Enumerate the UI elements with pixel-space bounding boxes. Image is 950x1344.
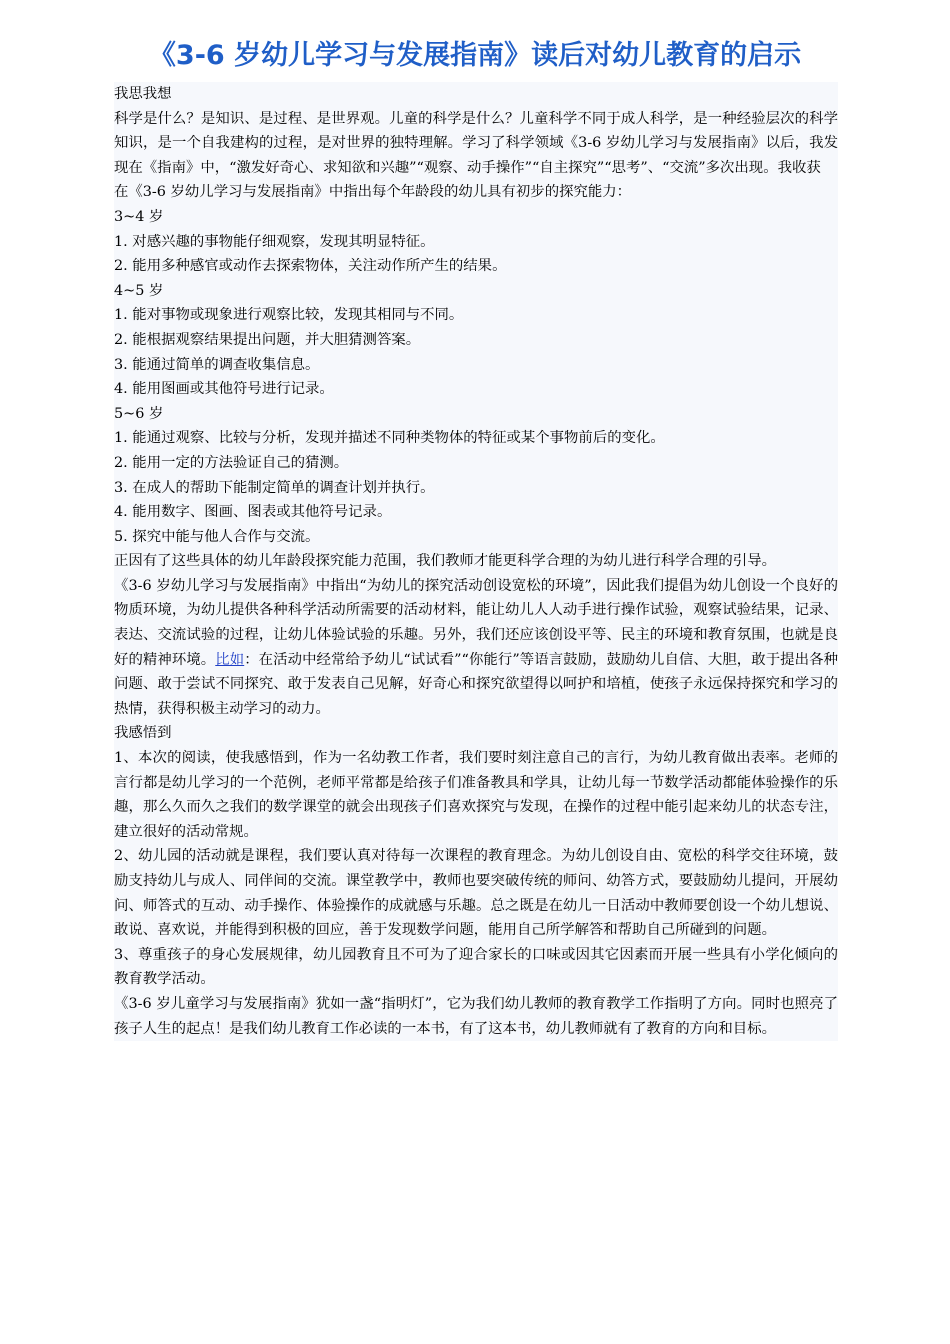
section-heading-feel: 我感悟到: [114, 725, 172, 742]
paragraph-environment-text-1: 《3-6 岁幼儿学习与发展指南》中指出“为幼儿的探究活动创设宽松的环境”，因此我们提倡为幼儿创设一个良好的物质环境，为幼儿提供各种科学活动所需要的活动材料，能让幼儿人人动手进行操作试验，观察试验结果，记录、表达、交流试验的过程，让幼儿体验试验的乐趣。另外，我们还应该创设平等、民主的环境和教育氛围，也就是良好的精神环境。: [114, 577, 838, 668]
paragraph-abilities-intro: 在《3-6 岁幼儿学习与发展指南》中指出每个年龄段的幼儿具有初步的探究能力：: [114, 184, 632, 201]
paragraph-intro: 科学是什么？是知识、是过程、是世界观。儿童的科学是什么？儿童科学不同于成人科学，是一种经验层次的科学知识，是一个自我建构的过程，是对世界的独特理解。学习了科学领域《3-6 岁幼儿学习与发展指南》以后，我发现在《指南》中，“激发好奇心、求知欲和兴趣”“观察、动手操作”“自主探究”“思考”、“交流”多次出现。我收获: [114, 110, 838, 176]
list-item: 4. 能用图画或其他符号进行记录。: [114, 381, 334, 398]
list-item: 3. 在成人的帮助下能制定简单的调查计划并执行。: [114, 479, 435, 496]
paragraph-environment: [114, 574, 838, 722]
list-item: 1. 对感兴趣的事物能仔细观察，发现其明显特征。: [114, 233, 435, 250]
document-body: [114, 82, 838, 1041]
example-link[interactable]: 比如: [215, 651, 245, 668]
paragraph-feel-1: 1、本次的阅读，使我感悟到，作为一名幼教工作者，我们要时刻注意自己的言行，为幼儿教育做出表率。老师的言行都是幼儿学习的一个范例，老师平常都是给孩子们准备教具和学具，让幼儿每一节数学活动都能体验操作的乐趣，那么久而久之我们的数学课堂的就会出现孩子们喜欢探究与发现，在操作的过程中能引起来幼儿的状态专注，建立很好的活动常规。: [114, 750, 838, 840]
document-title: 《3-6 岁幼儿学习与发展指南》读后对幼儿教育的启示: [148, 40, 802, 71]
age-group-5-6: 5~6 岁: [114, 405, 164, 422]
list-item: 2. 能根据观察结果提出问题，并大胆猜测答案。: [114, 331, 421, 348]
list-item: 2. 能用多种感官或动作去探索物体，关注动作所产生的结果。: [114, 258, 507, 275]
list-item: 5. 探究中能与他人合作与交流。: [114, 528, 320, 545]
list-item: 1. 能对事物或现象进行观察比较，发现其相同与不同。: [114, 307, 464, 324]
list-item: 4. 能用数字、图画、图表或其他符号记录。: [114, 504, 392, 521]
list-item: 3. 能通过简单的调查收集信息。: [114, 356, 320, 373]
paragraph-range: 正因有了这些具体的幼儿年龄段探究能力范围，我们教师才能更科学合理的为幼儿进行科学合理的引导。: [114, 553, 776, 570]
list-item: 2. 能用一定的方法验证自己的猜测。: [114, 454, 349, 471]
age-group-3-4: 3~4 岁: [114, 208, 164, 225]
list-item: 1. 能通过观察、比较与分析，发现并描述不同种类物体的特征或某个事物前后的变化。: [114, 430, 665, 447]
section-heading-think: 我思我想: [114, 86, 172, 102]
paragraph-feel-2: 2、幼儿园的活动就是课程，我们要认真对待每一次课程的教育理念。为幼儿创设自由、宽松的科学交往环境，鼓励支持幼儿与成人、同伴间的交流。课堂教学中，教师也要突破传统的师问、幼答方式，要鼓励幼儿提问，开展幼问、师答式的互动、动手操作、体验操作的成就感与乐趣。总之既是在幼儿一日活动中教师要创设一个幼儿想说、敢说、喜欢说，并能得到积极的回应，善于发现数学问题，能用自己所学解答和帮助自己所碰到的问题。: [114, 848, 838, 939]
age-group-4-5: 4~5 岁: [114, 282, 164, 299]
paragraph-environment-text-2: ：在活动中经常给予幼儿“试试看”“你能行”等语言鼓励，鼓励幼儿自信、大胆，敢于提出各种问题、敢于尝试不同探究、敢于发表自己见解，好奇心和探究欲望得以呵护和培植，使孩子永远保持探究和学习的热情，获得积极主动学习的动力。: [114, 651, 838, 717]
paragraph-feel-3: 3、尊重孩子的身心发展规律，幼儿园教育且不可为了迎合家长的口味或因其它因素而开展一些具有小学化倾向的教育教学活动。: [114, 946, 838, 988]
paragraph-conclusion: 《3-6 岁儿童学习与发展指南》犹如一盏“指明灯”，它为我们幼儿教师的教育教学工作指明了方向。同时也照亮了孩子人生的起点！是我们幼儿教育工作必读的一本书，有了这本书，幼儿教师就有了教育的方向和目标。: [114, 995, 838, 1037]
